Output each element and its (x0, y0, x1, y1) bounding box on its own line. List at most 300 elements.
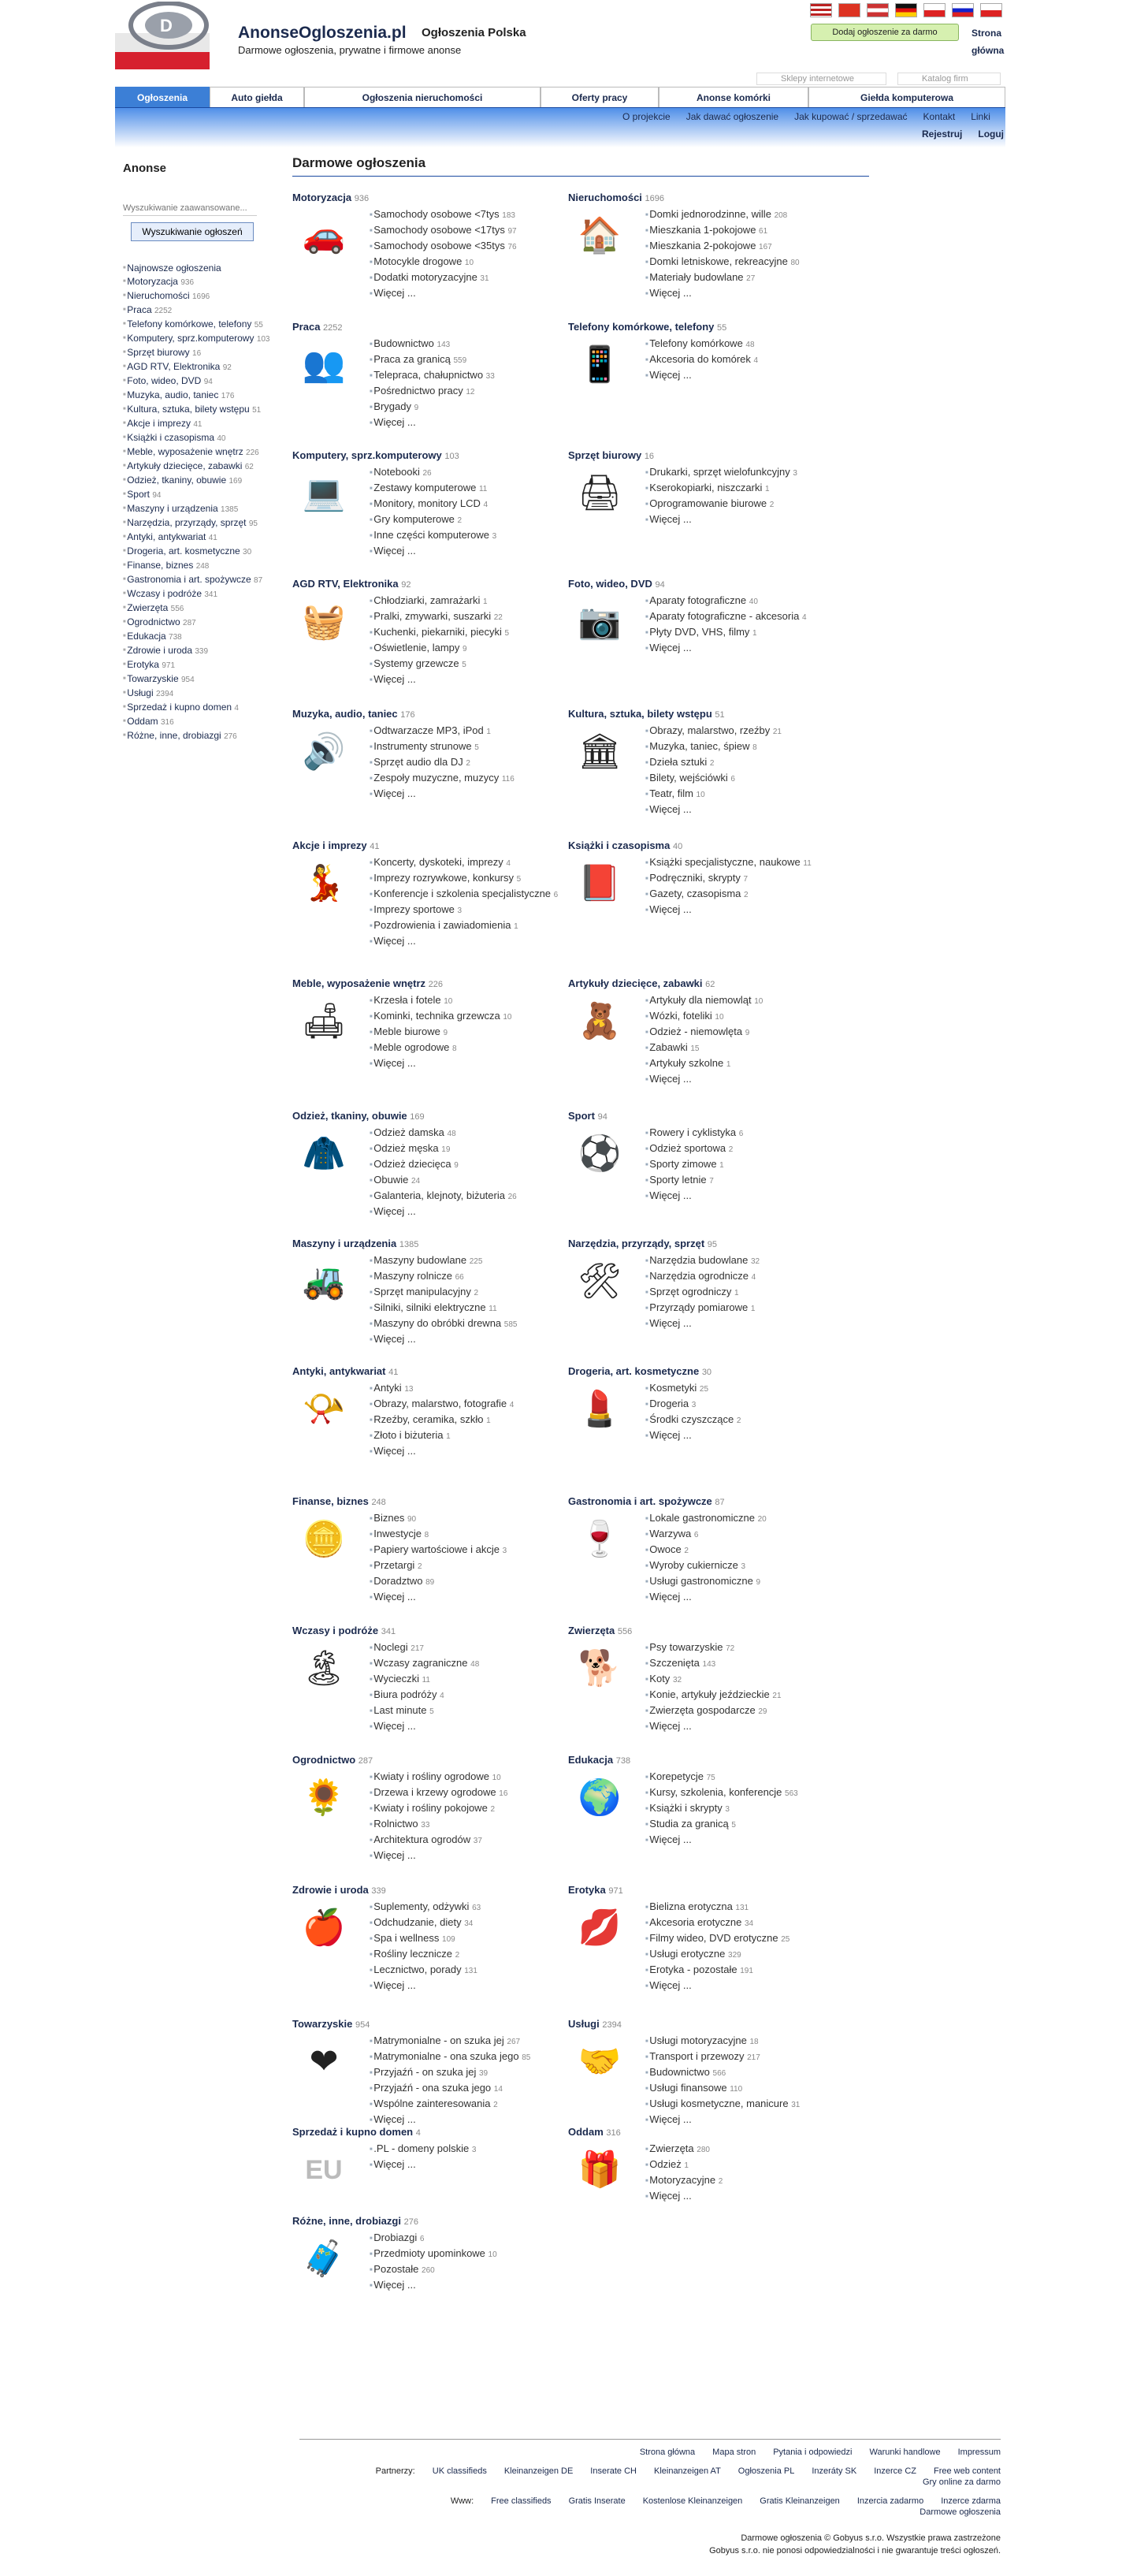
subcategory-item[interactable] (645, 1785, 836, 1801)
category-title[interactable] (292, 1754, 560, 1766)
sidebar-item[interactable] (123, 403, 280, 417)
category-title[interactable] (568, 1110, 836, 1122)
category-title[interactable] (568, 1754, 836, 1766)
sidebar-item[interactable] (123, 630, 280, 644)
more-link[interactable]: ■ Więcej ... (645, 2113, 836, 2127)
subcategory-item[interactable] (645, 771, 836, 787)
sidebar-item[interactable] (123, 530, 280, 545)
category-title[interactable] (568, 1625, 836, 1636)
subcategory-item[interactable] (370, 239, 560, 255)
subcategory-item[interactable] (370, 1785, 560, 1801)
subcategory-item[interactable] (370, 1413, 560, 1428)
site-name[interactable]: AnonseOgloszenia.pl (238, 24, 407, 42)
subcategory-item[interactable] (370, 1173, 560, 1189)
subcategory-item[interactable] (370, 739, 560, 755)
more-link[interactable]: ■ Więcej ... (370, 415, 560, 430)
subcategory-item[interactable] (645, 1915, 836, 1931)
category-title[interactable] (292, 1495, 560, 1507)
subcategory-item[interactable] (645, 739, 836, 755)
how-to-post-link[interactable]: Jak dawać ogłoszenie (685, 111, 779, 122)
subcategory-item[interactable] (645, 1947, 836, 1963)
subcategory-item[interactable] (370, 1688, 560, 1703)
subcategory-item[interactable] (370, 724, 560, 739)
subcategory-item[interactable] (645, 2157, 836, 2173)
subcategory-item[interactable] (370, 755, 560, 771)
www-link[interactable]: Inzercia zadarmo (856, 2496, 924, 2506)
subcategory-item[interactable] (370, 609, 560, 625)
subcategory-item[interactable] (645, 1817, 836, 1833)
subcategory-item[interactable] (370, 887, 560, 903)
subcategory-item[interactable] (645, 1672, 836, 1688)
sidebar-item[interactable] (123, 502, 280, 516)
flag-ch-icon[interactable] (838, 3, 860, 17)
partner-link[interactable]: Ogłoszenia PL (737, 2466, 795, 2476)
category-image[interactable]: 🌍 (578, 1778, 622, 1817)
category-image[interactable]: 🪙 (302, 1520, 346, 1558)
flag-sk-icon[interactable] (952, 3, 974, 17)
subcategory-item[interactable] (645, 1301, 836, 1316)
sidebar-item[interactable] (123, 262, 280, 275)
subcategory-item[interactable] (370, 918, 560, 934)
subcategory-item[interactable] (370, 1157, 560, 1173)
subcategory-item[interactable] (645, 1025, 836, 1040)
subcategory-item[interactable] (370, 1316, 560, 1332)
subcategory-item[interactable] (645, 1963, 836, 1979)
sidebar-item[interactable] (123, 275, 280, 289)
more-link[interactable]: ■ Więcej ... (645, 1719, 836, 1734)
footer-link[interactable]: Warunki handlowe (869, 2448, 941, 2457)
subcategory-item[interactable] (370, 855, 560, 871)
more-link[interactable]: ■ Więcej ... (370, 1719, 560, 1734)
footer-link[interactable]: Mapa stron (712, 2448, 756, 2457)
tab-anonse-komorki[interactable]: Anonse komórki (659, 87, 808, 107)
category-image[interactable]: 📯 (302, 1390, 346, 1428)
subcategory-item[interactable] (370, 871, 560, 887)
category-title[interactable] (292, 321, 560, 333)
subcategory-item[interactable] (370, 2142, 560, 2157)
sidebar-item[interactable] (123, 658, 280, 672)
more-link[interactable]: ■ Więcej ... (645, 1979, 836, 1993)
category-title[interactable] (292, 1365, 560, 1377)
partner-link[interactable]: UK classifieds (432, 2466, 487, 2476)
subcategory-item[interactable] (645, 1640, 836, 1656)
subcategory-item[interactable] (645, 2049, 836, 2065)
sidebar-item[interactable] (123, 474, 280, 488)
sidebar-item[interactable] (123, 431, 280, 445)
subcategory-item[interactable] (370, 1040, 560, 1056)
category-title[interactable] (292, 708, 560, 720)
subcategory-item[interactable] (645, 1574, 836, 1590)
footer-link[interactable]: Pytania i odpowiedzi (773, 2448, 853, 2457)
subcategory-item[interactable] (370, 1397, 560, 1413)
category-image[interactable]: 🎁 (578, 2150, 622, 2189)
subcategory-item[interactable] (645, 1900, 836, 1915)
register-link[interactable]: Rejestruj (922, 128, 963, 140)
more-link[interactable]: ■ Więcej ... (370, 1332, 560, 1347)
subcategory-item[interactable] (370, 1381, 560, 1397)
category-image[interactable]: 🧥 (302, 1134, 346, 1173)
sidebar-item[interactable] (123, 289, 280, 303)
category-image[interactable]: 🏠 (578, 216, 622, 255)
subcategory-item[interactable] (645, 1801, 836, 1817)
subcategory-item[interactable] (645, 497, 836, 512)
category-title[interactable] (568, 839, 836, 851)
www-link[interactable]: Kostenlose Kleinanzeigen (642, 2496, 743, 2506)
subcategory-item[interactable] (645, 755, 836, 771)
subcategory-item[interactable] (370, 1672, 560, 1688)
more-link[interactable]: ■ Więcej ... (645, 1590, 836, 1605)
sidebar-item[interactable] (123, 687, 280, 701)
more-link[interactable]: ■ Więcej ... (370, 2278, 560, 2293)
category-title[interactable] (568, 321, 836, 333)
tab-oferty-pracy[interactable]: Oferty pracy (541, 87, 659, 107)
category-image[interactable]: 🏝 (302, 1649, 346, 1688)
subcategory-item[interactable] (645, 270, 836, 286)
subcategory-item[interactable] (370, 528, 560, 544)
subcategory-item[interactable] (645, 337, 836, 352)
subcategory-item[interactable] (370, 270, 560, 286)
subcategory-item[interactable] (645, 223, 836, 239)
category-title[interactable] (292, 1884, 560, 1896)
flag-at-icon[interactable] (867, 3, 889, 17)
category-image[interactable]: 🧸 (578, 1002, 622, 1040)
subcategory-item[interactable] (370, 1900, 560, 1915)
category-title[interactable] (292, 2126, 560, 2138)
tab-auto-gielda[interactable]: Auto giełda (210, 87, 304, 107)
subcategory-item[interactable] (370, 400, 560, 415)
more-link[interactable]: ■ Więcej ... (645, 1189, 836, 1204)
sidebar-item[interactable] (123, 374, 280, 389)
subcategory-item[interactable] (645, 1511, 836, 1527)
more-link[interactable]: ■ Więcej ... (370, 2113, 560, 2127)
category-title[interactable] (568, 708, 836, 720)
more-link[interactable]: ■ Więcej ... (645, 1833, 836, 1848)
subcategory-item[interactable] (370, 1574, 560, 1590)
subcategory-item[interactable] (370, 1009, 560, 1025)
www-link[interactable]: Free classifieds (491, 2496, 552, 2506)
subcategory-item[interactable] (370, 1126, 560, 1141)
sidebar-item[interactable] (123, 389, 280, 403)
subcategory-item[interactable] (645, 1688, 836, 1703)
search-input[interactable] (123, 202, 257, 216)
subcategory-item[interactable] (645, 594, 836, 609)
sidebar-item[interactable] (123, 417, 280, 431)
subcategory-item[interactable] (645, 465, 836, 481)
www-link[interactable]: Inzerce zdarma (941, 2496, 1001, 2506)
category-image[interactable]: 📕 (578, 864, 622, 903)
subcategory-item[interactable] (370, 594, 560, 609)
category-title[interactable] (568, 192, 836, 203)
subcategory-item[interactable] (645, 724, 836, 739)
flag-uk-icon[interactable] (810, 3, 832, 17)
subcategory-item[interactable] (370, 625, 560, 641)
category-image[interactable]: 💻 (302, 474, 346, 512)
category-title[interactable] (292, 2018, 560, 2030)
sidebar-item[interactable] (123, 445, 280, 460)
subcategory-item[interactable] (370, 352, 560, 368)
sidebar-item[interactable] (123, 573, 280, 587)
category-title[interactable] (292, 1110, 560, 1122)
more-link[interactable]: ■ Więcej ... (370, 1848, 560, 1863)
more-link[interactable]: ■ Więcej ... (370, 1204, 560, 1219)
category-image[interactable]: 🔊 (302, 732, 346, 771)
category-image[interactable]: 🐕 (578, 1649, 622, 1688)
category-image[interactable]: 💄 (578, 1390, 622, 1428)
category-title[interactable] (292, 839, 560, 851)
shops-link[interactable]: Sklepy internetowe (756, 73, 886, 85)
search-button[interactable]: Wyszukiwanie ogłoszeń (131, 222, 254, 241)
sidebar-item[interactable] (123, 587, 280, 601)
category-image[interactable]: ⚽ (578, 1134, 622, 1173)
subcategory-item[interactable] (645, 2081, 836, 2097)
subcategory-item[interactable] (370, 1915, 560, 1931)
category-title[interactable] (292, 449, 560, 461)
category-title[interactable] (292, 977, 560, 989)
subcategory-item[interactable] (370, 1285, 560, 1301)
subcategory-item[interactable] (370, 255, 560, 270)
more-link[interactable]: ■ Więcej ... (370, 934, 560, 949)
sidebar-item[interactable] (123, 715, 280, 729)
more-link[interactable]: ■ Więcej ... (370, 1444, 560, 1459)
category-image[interactable]: 📷 (578, 602, 622, 641)
www-link[interactable]: Gratis Kleinanzeigen (760, 2496, 840, 2506)
category-image[interactable]: 🍷 (578, 1520, 622, 1558)
category-image[interactable]: 🚗 (302, 216, 346, 255)
subcategory-item[interactable] (370, 2262, 560, 2278)
subcategory-item[interactable] (370, 903, 560, 918)
category-image[interactable]: 🛋 (302, 1002, 346, 1040)
sidebar-item[interactable] (123, 672, 280, 687)
subcategory-item[interactable] (370, 1543, 560, 1558)
category-title[interactable] (568, 1238, 836, 1249)
tab-ogloszenia[interactable]: Ogłoszenia (115, 87, 210, 107)
subcategory-item[interactable] (370, 2097, 560, 2113)
subcategory-item[interactable] (370, 641, 560, 657)
category-image[interactable]: 💃 (302, 864, 346, 903)
sidebar-item[interactable] (123, 303, 280, 318)
subcategory-item[interactable] (370, 337, 560, 352)
tab-nieruchomosci[interactable]: Ogłoszenia nieruchomości (304, 87, 541, 107)
subcategory-item[interactable] (645, 1381, 836, 1397)
subcategory-item[interactable] (370, 1269, 560, 1285)
subcategory-item[interactable] (645, 871, 836, 887)
subcategory-item[interactable] (645, 1558, 836, 1574)
more-link[interactable]: ■ Więcej ... (370, 672, 560, 687)
flag-pl-icon[interactable] (980, 3, 1002, 17)
subcategory-item[interactable] (645, 1285, 836, 1301)
subcategory-item[interactable] (645, 481, 836, 497)
subcategory-item[interactable] (645, 1543, 836, 1558)
subcategory-item[interactable] (370, 1963, 560, 1979)
sidebar-item[interactable] (123, 729, 280, 743)
category-image[interactable]: 🖨 (578, 474, 622, 512)
subcategory-item[interactable] (645, 855, 836, 871)
partner-link[interactable]: Gry online za darmo (922, 2477, 1001, 2487)
subcategory-item[interactable] (370, 1656, 560, 1672)
contact-link[interactable]: Kontakt (923, 111, 956, 122)
subcategory-item[interactable] (370, 1817, 560, 1833)
subcategory-item[interactable] (370, 368, 560, 384)
subcategory-item[interactable] (370, 1253, 560, 1269)
category-title[interactable] (568, 578, 836, 590)
category-image[interactable]: 💋 (578, 1908, 622, 1947)
subcategory-item[interactable] (370, 657, 560, 672)
category-image[interactable]: 🌻 (302, 1778, 346, 1817)
category-title[interactable] (568, 1495, 836, 1507)
site-logo[interactable] (115, 2, 210, 69)
subcategory-item[interactable] (370, 1947, 560, 1963)
category-title[interactable] (292, 1625, 560, 1636)
more-link[interactable]: ■ Więcej ... (370, 544, 560, 559)
subcategory-item[interactable] (370, 1833, 560, 1848)
subcategory-item[interactable] (370, 993, 560, 1009)
category-image[interactable]: ❤ (309, 2042, 339, 2081)
more-link[interactable]: ■ Więcej ... (370, 787, 560, 802)
category-title[interactable] (568, 449, 836, 461)
more-link[interactable]: ■ Więcej ... (370, 2157, 560, 2172)
subcategory-item[interactable] (645, 1770, 836, 1785)
more-link[interactable]: ■ Więcej ... (645, 286, 836, 301)
subcategory-item[interactable] (645, 2065, 836, 2081)
category-image[interactable]: EU (305, 2155, 343, 2185)
subcategory-item[interactable] (645, 1126, 836, 1141)
more-link[interactable]: ■ Więcej ... (645, 802, 836, 817)
subcategory-item[interactable] (370, 1703, 560, 1719)
subcategory-item[interactable] (370, 1189, 560, 1204)
more-link[interactable]: ■ Więcej ... (370, 1056, 560, 1071)
subcategory-item[interactable] (370, 384, 560, 400)
subcategory-item[interactable] (370, 1428, 560, 1444)
subcategory-item[interactable] (370, 1801, 560, 1817)
subcategory-item[interactable] (370, 1025, 560, 1040)
category-title[interactable] (292, 2215, 560, 2227)
subcategory-item[interactable] (645, 1141, 836, 1157)
category-image[interactable]: 🍎 (302, 1908, 346, 1947)
category-image[interactable]: 🚜 (302, 1262, 346, 1301)
subcategory-item[interactable] (370, 2231, 560, 2247)
subcategory-item[interactable] (370, 207, 560, 223)
partner-link[interactable]: Free web content (934, 2466, 1001, 2476)
tab-gielda-komputerowa[interactable]: Giełda komputerowa (808, 87, 1005, 107)
sidebar-item[interactable] (123, 360, 280, 374)
footer-link[interactable]: Impressum (957, 2448, 1001, 2457)
subcategory-item[interactable] (645, 1931, 836, 1947)
home-link[interactable]: Strona główna (972, 28, 1005, 56)
sidebar-item[interactable] (123, 346, 280, 360)
partner-link[interactable]: Inzerce CZ (874, 2466, 916, 2476)
subcategory-item[interactable] (370, 512, 560, 528)
category-image[interactable]: 🏛 (578, 732, 622, 771)
category-image[interactable]: 📱 (578, 345, 622, 384)
subcategory-item[interactable] (370, 465, 560, 481)
subcategory-item[interactable] (645, 1703, 836, 1719)
sidebar-item[interactable] (123, 701, 280, 715)
subcategory-item[interactable] (645, 239, 836, 255)
subcategory-item[interactable] (645, 207, 836, 223)
subcategory-item[interactable] (645, 787, 836, 802)
sidebar-item[interactable] (123, 332, 280, 346)
sidebar-item[interactable] (123, 601, 280, 616)
subcategory-item[interactable] (645, 2097, 836, 2113)
sidebar-item[interactable] (123, 545, 280, 559)
company-catalog-link[interactable]: Katalog firm (897, 73, 1001, 85)
login-link[interactable]: Loguj (978, 128, 1005, 140)
subcategory-item[interactable] (370, 1141, 560, 1157)
partner-link[interactable]: Inzeráty SK (812, 2466, 857, 2476)
more-link[interactable]: ■ Więcej ... (370, 1590, 560, 1605)
subcategory-item[interactable] (370, 1301, 560, 1316)
subcategory-item[interactable] (645, 352, 836, 368)
flag-cz-icon[interactable] (923, 3, 946, 17)
subcategory-item[interactable] (645, 625, 836, 641)
more-link[interactable]: ■ Więcej ... (370, 1979, 560, 1993)
more-link[interactable]: ■ Więcej ... (645, 2189, 836, 2204)
subcategory-item[interactable] (370, 2049, 560, 2065)
more-link[interactable]: ■ Więcej ... (645, 1072, 836, 1087)
add-listing-button[interactable]: Dodaj ogłoszenie za darmo (811, 24, 959, 41)
subcategory-item[interactable] (370, 1527, 560, 1543)
more-link[interactable]: ■ Więcej ... (645, 903, 836, 918)
subcategory-item[interactable] (370, 1511, 560, 1527)
subcategory-item[interactable] (645, 993, 836, 1009)
www-link[interactable]: Darmowe ogłoszenia (920, 2507, 1001, 2517)
sidebar-item[interactable] (123, 559, 280, 573)
about-link[interactable]: O projekcie (622, 111, 671, 122)
category-image[interactable]: 🧳 (302, 2239, 346, 2278)
subcategory-item[interactable] (645, 1397, 836, 1413)
subcategory-item[interactable] (370, 1558, 560, 1574)
links-link[interactable]: Linki (971, 111, 990, 122)
subcategory-item[interactable] (645, 2173, 836, 2189)
subcategory-item[interactable] (645, 2034, 836, 2049)
subcategory-item[interactable] (645, 1009, 836, 1025)
subcategory-item[interactable] (370, 2247, 560, 2262)
category-image[interactable]: 👥 (302, 345, 346, 384)
more-link[interactable]: ■ Więcej ... (645, 368, 836, 383)
subcategory-item[interactable] (645, 255, 836, 270)
subcategory-item[interactable] (370, 2065, 560, 2081)
subcategory-item[interactable] (370, 771, 560, 787)
more-link[interactable]: ■ Więcej ... (645, 1428, 836, 1443)
subcategory-item[interactable] (370, 223, 560, 239)
subcategory-item[interactable] (370, 1640, 560, 1656)
sidebar-item[interactable] (123, 516, 280, 530)
subcategory-item[interactable] (370, 1770, 560, 1785)
footer-link[interactable]: Strona główna (639, 2448, 696, 2457)
category-title[interactable] (568, 1884, 836, 1896)
how-to-buy-link[interactable]: Jak kupować / sprzedawać (794, 111, 908, 122)
more-link[interactable]: ■ Więcej ... (645, 1316, 836, 1331)
subcategory-item[interactable] (370, 481, 560, 497)
subcategory-item[interactable] (645, 1056, 836, 1072)
subcategory-item[interactable] (645, 1413, 836, 1428)
category-title[interactable] (568, 977, 836, 989)
category-image[interactable]: 🤝 (578, 2042, 622, 2081)
category-image[interactable]: 🛠 (578, 1262, 622, 1301)
category-title[interactable] (568, 2126, 836, 2138)
subcategory-item[interactable] (370, 1931, 560, 1947)
partner-link[interactable]: Inserate CH (590, 2466, 637, 2476)
subcategory-item[interactable] (645, 1253, 836, 1269)
subcategory-item[interactable] (645, 1656, 836, 1672)
subcategory-item[interactable] (370, 497, 560, 512)
category-title[interactable] (568, 1365, 836, 1377)
subcategory-item[interactable] (645, 1157, 836, 1173)
sidebar-item[interactable] (123, 460, 280, 474)
subcategory-item[interactable] (645, 1269, 836, 1285)
sidebar-item[interactable] (123, 644, 280, 658)
category-title[interactable] (292, 578, 560, 590)
